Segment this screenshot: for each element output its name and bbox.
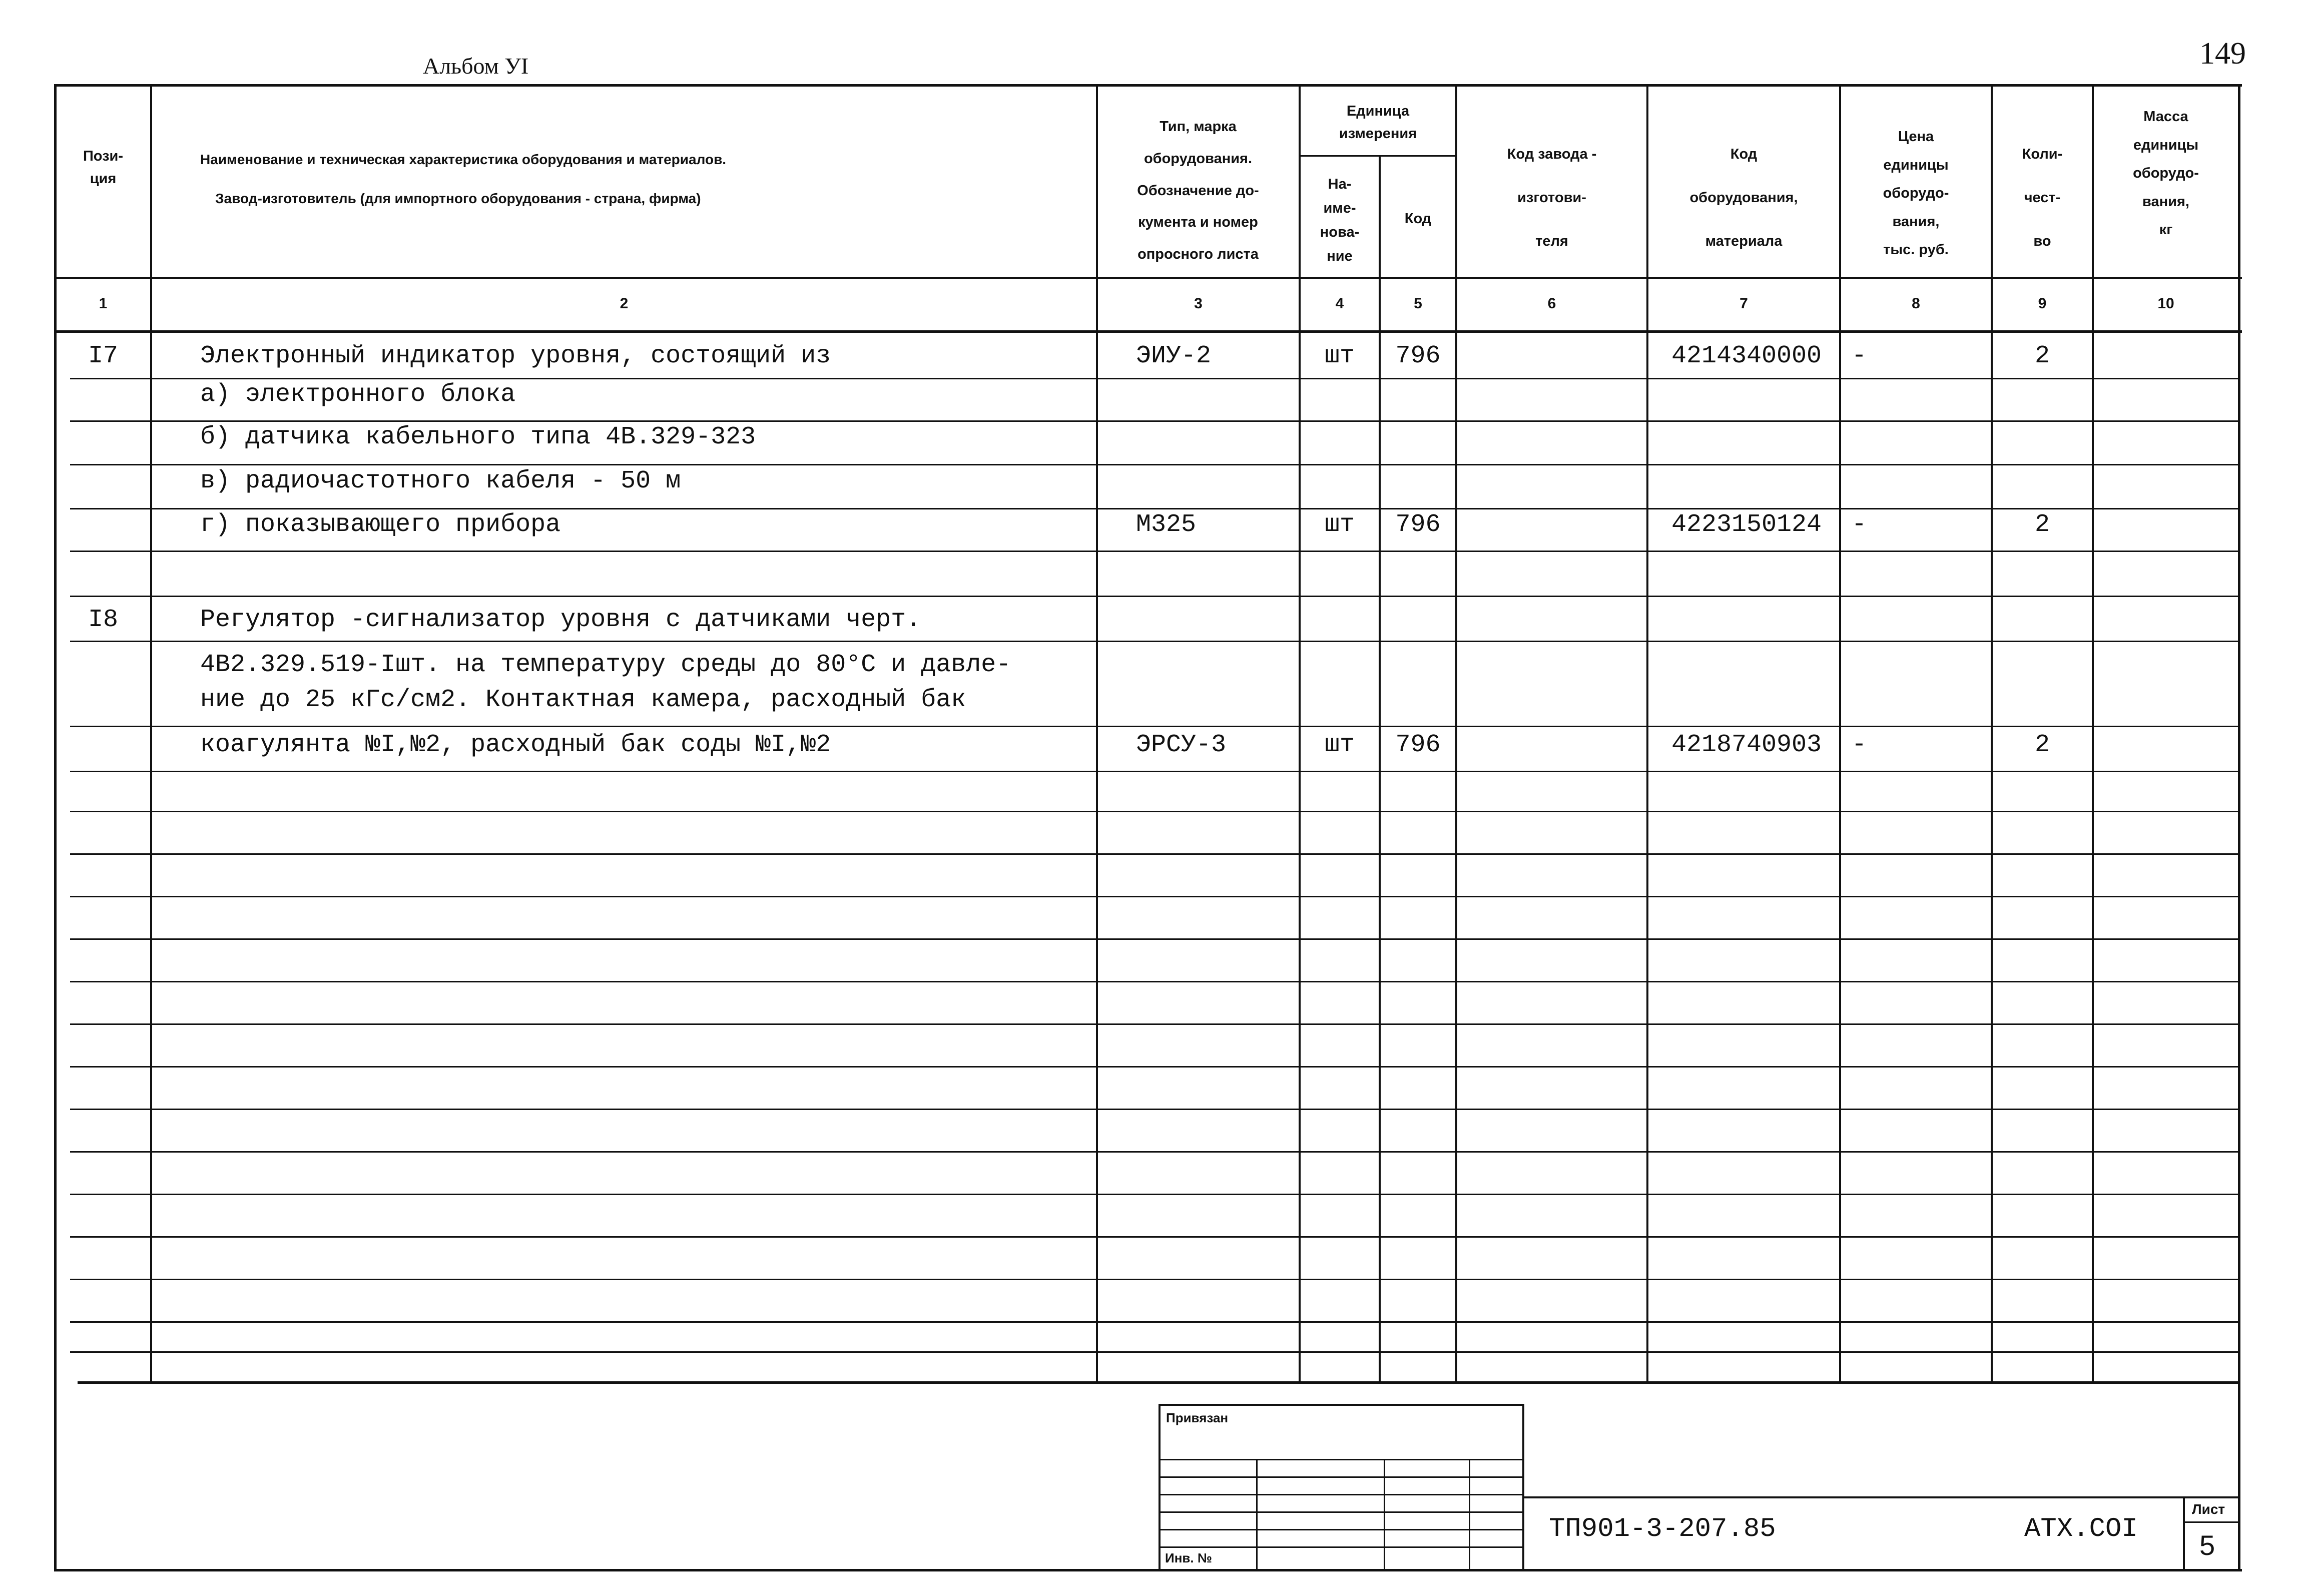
table-row-line bbox=[70, 726, 2239, 727]
header-unit-group bbox=[1301, 100, 1455, 145]
row-price: - bbox=[1852, 510, 1867, 539]
column-number: 9 bbox=[2038, 295, 2047, 312]
header-unit-name-line: На- bbox=[1328, 176, 1352, 192]
header-equipment-code-line: Код bbox=[1730, 146, 1758, 162]
col-sep-4 bbox=[1379, 155, 1381, 1383]
row-unit: шт bbox=[1324, 510, 1355, 539]
header-mass-line: кг bbox=[2159, 222, 2173, 238]
row-position: I8 bbox=[88, 606, 118, 634]
header-factory-code-line: теля bbox=[1535, 233, 1568, 249]
header-quantity-line: во bbox=[2033, 233, 2051, 249]
header-equipment-code bbox=[1648, 133, 1839, 263]
col-sep-7 bbox=[1839, 84, 1841, 1383]
header-type-line: опросного листа bbox=[1137, 246, 1259, 263]
header-unit-code: Код bbox=[1404, 211, 1432, 227]
row-price: - bbox=[1852, 731, 1867, 759]
stamp-col-line bbox=[1384, 1459, 1385, 1569]
table-row-line bbox=[70, 508, 2239, 509]
sheet-box-left bbox=[2183, 1496, 2185, 1571]
row-name: в) радиочастотного кабеля - 50 м bbox=[200, 467, 681, 495]
header-name bbox=[165, 140, 1016, 219]
row-price: - bbox=[1852, 342, 1867, 370]
table-row-line bbox=[70, 771, 2239, 772]
row-name: а) электронного блока bbox=[200, 380, 516, 409]
header-quantity bbox=[1993, 133, 2092, 263]
row-type: ЭРСУ-3 bbox=[1136, 731, 1227, 759]
header-price-line: единицы bbox=[1883, 157, 1949, 173]
header-price-line: вания, bbox=[1892, 213, 1940, 230]
sheet-box-mid bbox=[2183, 1521, 2240, 1523]
row-name: 4В2.329.519-Iшт. на температуру среды до 80°С и давле- bbox=[200, 651, 1011, 679]
table-row-line bbox=[70, 1151, 2239, 1153]
row-position: I7 bbox=[88, 342, 118, 370]
header-position-line: ция bbox=[90, 170, 117, 187]
row-name: б) датчика кабельного типа 4В.329-323 bbox=[200, 423, 756, 451]
table-row-line bbox=[70, 853, 2239, 855]
header-type bbox=[1098, 111, 1298, 271]
header-quantity-line: чест- bbox=[2024, 190, 2061, 206]
header-price-line: тыс. руб. bbox=[1883, 242, 1949, 258]
header-mass-line: Масса bbox=[2143, 109, 2188, 125]
col-sep-9 bbox=[2092, 84, 2094, 1383]
row-name: коагулянта №I,№2, расходный бак соды №I,№2 bbox=[200, 731, 831, 759]
table-row-line bbox=[70, 1279, 2239, 1280]
table-row-line bbox=[70, 551, 2239, 552]
row-unit-code: 796 bbox=[1395, 731, 1441, 759]
header-unit-name-line: нова- bbox=[1320, 224, 1360, 240]
header-unit-group-line: измерения bbox=[1339, 125, 1417, 142]
column-number: 1 bbox=[99, 295, 108, 312]
table-row-line bbox=[70, 1194, 2239, 1195]
album-code: АТХ.СОI bbox=[2024, 1514, 2138, 1544]
header-quantity-line: Коли- bbox=[2022, 146, 2063, 162]
header-type-line: Обозначение до- bbox=[1137, 182, 1259, 199]
header-unit-name-line: име- bbox=[1323, 200, 1356, 216]
table-row-line bbox=[70, 811, 2239, 812]
col-sep-2 bbox=[1096, 84, 1098, 1383]
column-number: 7 bbox=[1740, 295, 1748, 312]
table-row-line bbox=[70, 464, 2239, 465]
col-sep-5 bbox=[1455, 84, 1457, 1383]
row-name: Электронный индикатор уровня, состоящий из bbox=[200, 342, 831, 370]
column-number: 10 bbox=[2157, 295, 2174, 312]
column-number: 4 bbox=[1335, 295, 1344, 312]
header-price-line: Цена bbox=[1898, 129, 1934, 145]
table-row-line bbox=[70, 641, 2239, 642]
row-unit-code: 796 bbox=[1395, 510, 1441, 539]
header-unit-name bbox=[1301, 173, 1379, 268]
row-equipment-code: 4218740903 bbox=[1671, 731, 1822, 759]
row-unit-code: 796 bbox=[1395, 342, 1441, 370]
row-type: ЭИУ-2 bbox=[1136, 342, 1212, 370]
frame-top bbox=[54, 84, 2242, 87]
table-row-line bbox=[70, 1066, 2239, 1068]
header-unit-name-line: ние bbox=[1327, 248, 1353, 264]
table-row-line bbox=[70, 981, 2239, 982]
row-unit: шт bbox=[1324, 342, 1355, 370]
header-factory-code-line: Код завода - bbox=[1507, 146, 1597, 162]
header-mass-line: оборудо- bbox=[2133, 165, 2199, 182]
row-quantity: 2 bbox=[2034, 510, 2050, 539]
stamp-box-left bbox=[1159, 1404, 1161, 1569]
frame-colnum-bottom bbox=[54, 330, 2242, 333]
title-block-line bbox=[1522, 1496, 2240, 1498]
document-code: ТП901-3-207.85 bbox=[1549, 1514, 1776, 1544]
col-sep-6 bbox=[1646, 84, 1648, 1383]
frame-header-bottom bbox=[54, 277, 2242, 279]
header-mass-line: вания, bbox=[2142, 193, 2189, 210]
column-number: 8 bbox=[1912, 295, 1920, 312]
row-name: Регулятор -сигнализатор уровня с датчиками черт. bbox=[200, 606, 921, 634]
row-quantity: 2 bbox=[2034, 342, 2050, 370]
row-equipment-code: 4223150124 bbox=[1671, 510, 1822, 539]
header-unit-group-line: Единица bbox=[1346, 103, 1410, 119]
header-equipment-code-line: оборудования, bbox=[1689, 190, 1798, 206]
frame-right bbox=[2238, 84, 2240, 1571]
stamp-box-right bbox=[1522, 1404, 1524, 1569]
stamp-linked-label: Привязан bbox=[1166, 1410, 1229, 1425]
column-number: 3 bbox=[1194, 295, 1203, 312]
header-position bbox=[56, 145, 150, 190]
table-row-line bbox=[70, 1236, 2239, 1238]
column-number: 2 bbox=[620, 295, 629, 312]
sheet-label: Лист bbox=[2192, 1501, 2225, 1517]
header-price-line: оборудо- bbox=[1883, 185, 1949, 202]
header-price bbox=[1841, 123, 1991, 264]
table-row-line bbox=[70, 596, 2239, 597]
stamp-box-top bbox=[1159, 1404, 1524, 1406]
header-position-line: Пози- bbox=[83, 148, 124, 164]
header-name-line: Наименование и техническая характеристика оборудования и материалов. bbox=[200, 152, 727, 167]
header-name-line: Завод-изготовитель (для импортного оборудования - страна, фирма) bbox=[215, 191, 701, 207]
row-quantity: 2 bbox=[2034, 731, 2050, 759]
row-name: г) показывающего прибора bbox=[200, 510, 561, 539]
header-factory-code bbox=[1457, 133, 1646, 263]
column-number: 5 bbox=[1414, 295, 1422, 312]
table-row-line bbox=[70, 896, 2239, 897]
row-name: ние до 25 кГс/см2. Контактная камера, расходный бак bbox=[200, 686, 966, 714]
header-type-line: кумента и номер bbox=[1138, 214, 1258, 231]
unit-group-divider bbox=[1299, 155, 1456, 157]
column-number: 6 bbox=[1547, 295, 1556, 312]
table-row-line bbox=[70, 378, 2239, 379]
header-type-line: оборудования. bbox=[1143, 150, 1253, 167]
table-row-line bbox=[70, 938, 2239, 940]
album-label: Альбом УI bbox=[423, 53, 529, 79]
col-sep-1 bbox=[150, 84, 152, 1383]
header-mass bbox=[2094, 103, 2238, 244]
frame-bottom bbox=[54, 1569, 2242, 1571]
frame-table-bottom bbox=[78, 1381, 2240, 1384]
row-equipment-code: 4214340000 bbox=[1671, 342, 1822, 370]
header-type-line: Тип, марка bbox=[1160, 119, 1237, 135]
table-row-line bbox=[70, 1351, 2239, 1353]
sheet-number: 5 bbox=[2199, 1529, 2215, 1561]
table-row-line bbox=[70, 1321, 2239, 1323]
table-row-line bbox=[70, 420, 2239, 422]
row-type: М325 bbox=[1136, 510, 1197, 539]
stamp-col-line bbox=[1469, 1459, 1470, 1569]
header-factory-code-line: изготови- bbox=[1517, 190, 1586, 206]
stamp-inv-label: Инв. № bbox=[1165, 1550, 1212, 1565]
table-row-line bbox=[70, 1109, 2239, 1110]
header-equipment-code-line: материала bbox=[1705, 233, 1783, 249]
row-unit: шт bbox=[1324, 731, 1355, 759]
table-row-line bbox=[70, 1023, 2239, 1025]
header-mass-line: единицы bbox=[2133, 137, 2199, 153]
page-number: 149 bbox=[2199, 37, 2246, 71]
stamp-col-line bbox=[1256, 1459, 1258, 1569]
